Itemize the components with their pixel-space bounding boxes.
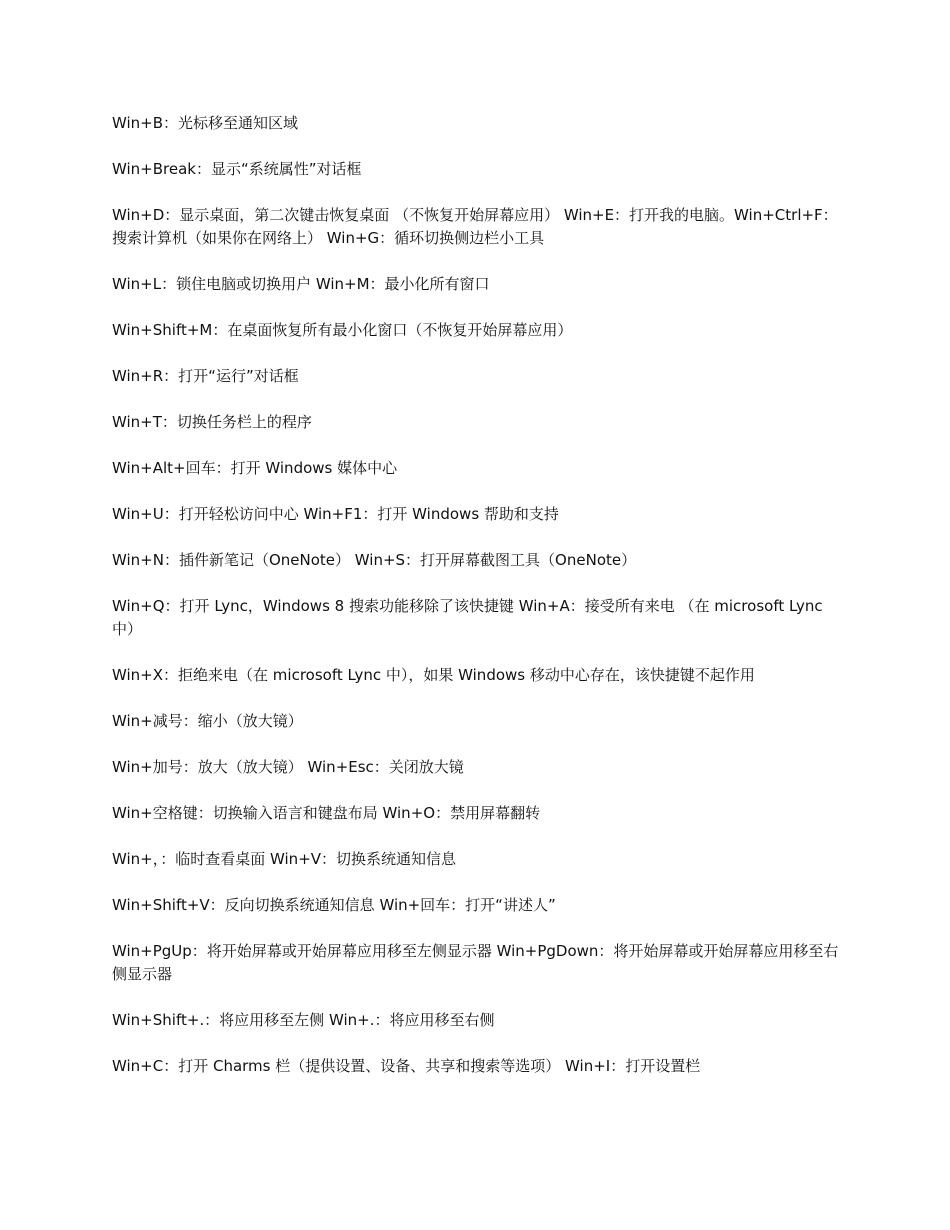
paragraph-win-shift-period: Win+Shift+.：将应用移至左侧 Win+.：将应用移至右侧 (112, 1011, 495, 1029)
paragraph-win-shift-m: Win+Shift+M：在桌面恢复所有最小化窗口（不恢复开始屏幕应用） (112, 321, 573, 339)
paragraph-win-break: Win+Break：显示“系统属性”对话框 (112, 160, 362, 178)
paragraph-win-plus: Win+加号：放大（放大镜） Win+Esc：关闭放大镜 (112, 758, 464, 776)
paragraph-win-c: Win+C：打开 Charms 栏（提供设置、设备、共享和搜索等选项） Win+I：打开设置栏 (112, 1057, 701, 1075)
paragraph-win-t: Win+T：切换任务栏上的程序 (112, 413, 312, 431)
paragraph-win-space: Win+空格键：切换输入语言和键盘布局 Win+O：禁用屏幕翻转 (112, 804, 541, 822)
paragraph-win-r: Win+R：打开“运行”对话框 (112, 367, 299, 385)
paragraph-win-l: Win+L：锁住电脑或切换用户 Win+M：最小化所有窗口 (112, 275, 490, 293)
paragraph-win-d: Win+D：显示桌面，第二次键击恢复桌面 （不恢复开始屏幕应用） Win+E：打开我的电脑。Win+Ctrl+F：搜索计算机（如果你在网络上） Win+G：循环切换侧边栏小工具 (112, 206, 838, 247)
paragraph-win-comma: Win+，：临时查看桌面 Win+V：切换系统通知信息 (112, 850, 457, 868)
paragraph-win-b: Win+B：光标移至通知区域 (112, 114, 299, 132)
paragraph-win-minus: Win+减号：缩小（放大镜） (112, 712, 303, 730)
paragraph-win-u: Win+U：打开轻松访问中心 Win+F1：打开 Windows 帮助和支持 (112, 505, 559, 523)
paragraph-win-n: Win+N：插件新笔记（OneNote） Win+S：打开屏幕截图工具（OneNote） (112, 551, 637, 569)
paragraph-win-alt-enter: Win+Alt+回车：打开 Windows 媒体中心 (112, 459, 398, 477)
paragraph-win-shift-v: Win+Shift+V：反向切换系统通知信息 Win+回车：打开“讲述人” (112, 896, 556, 914)
paragraph-win-q: Win+Q：打开 Lync，Windows 8 搜索功能移除了该快捷键 Win+A：接受所有来电 （在 microsoft Lync 中） (112, 597, 823, 638)
paragraph-win-x: Win+X：拒绝来电（在 microsoft Lync 中），如果 Windows 移动中心存在，该快捷键不起作用 (112, 666, 755, 684)
paragraph-win-pgup: Win+PgUp：将开始屏幕或开始屏幕应用移至左侧显示器 Win+PgDown：将开始屏幕或开始屏幕应用移至右侧显示器 (112, 942, 839, 983)
